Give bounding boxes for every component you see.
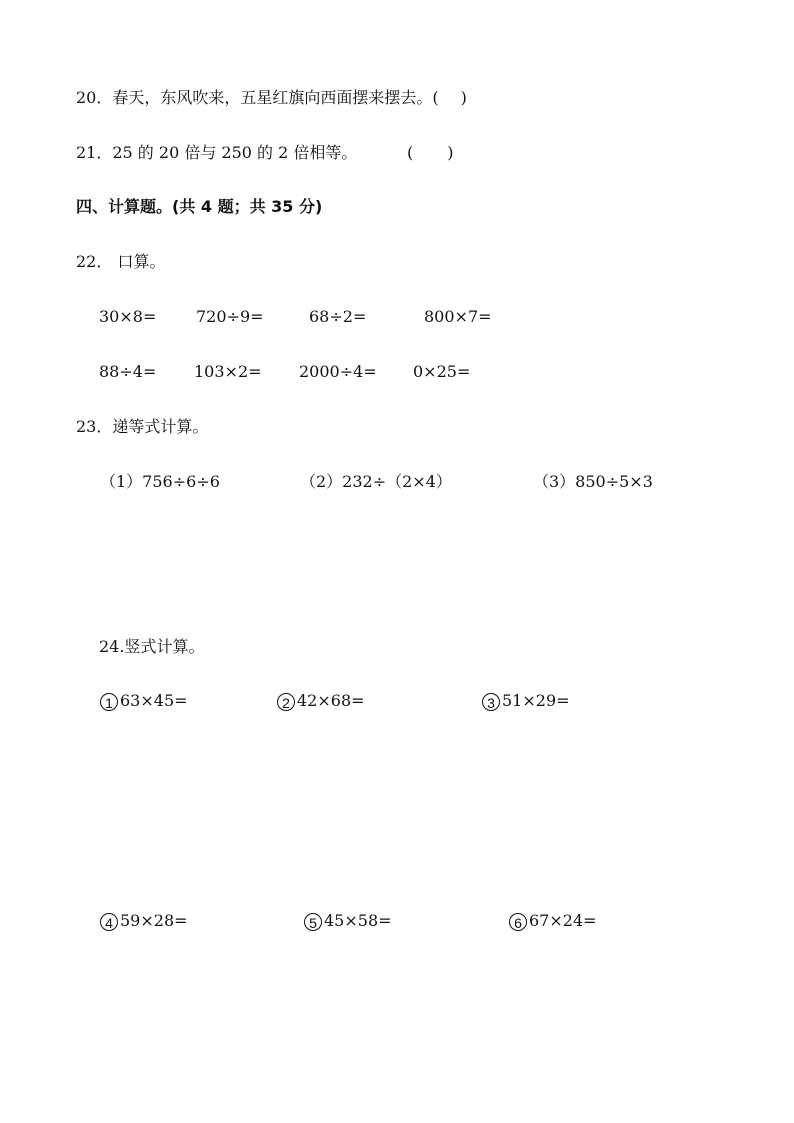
vertical-calc-3-expr: 51×29= xyxy=(502,691,570,710)
question-22-title: 22． 口算。 xyxy=(76,252,166,271)
section-4-heading: 四、计算题。(共 4 题；共 35 分) xyxy=(76,197,323,216)
vertical-calc-4-expr: 59×28= xyxy=(120,911,188,930)
vertical-calc-1 xyxy=(100,691,188,711)
question-20 xyxy=(76,88,467,108)
vertical-calc-6 xyxy=(509,911,597,931)
oral-calc-1-3: 68÷2= xyxy=(309,307,367,326)
oral-calc-2-1: 88÷4= xyxy=(99,362,157,381)
stepwise-calc-2: （2）232÷（2×4） xyxy=(300,472,452,491)
circled-number-6: 6 xyxy=(509,913,527,931)
question-20-blank: ) xyxy=(460,88,467,107)
oral-calc-1-2: 720÷9= xyxy=(196,307,264,326)
oral-calc-2-4: 0×25= xyxy=(413,362,471,381)
vertical-calc-6-expr: 67×24= xyxy=(529,911,597,930)
question-23-title: 23．递等式计算。 xyxy=(76,417,209,436)
vertical-calc-2 xyxy=(277,691,365,711)
vertical-calc-1-expr: 63×45= xyxy=(120,691,188,710)
stepwise-calc-3: （3）850÷5×3 xyxy=(533,472,653,491)
vertical-calc-2-expr: 42×68= xyxy=(297,691,365,710)
circled-number-5: 5 xyxy=(304,913,322,931)
oral-calc-2-3: 2000÷4= xyxy=(299,362,377,381)
question-21 xyxy=(76,143,357,163)
vertical-calc-3 xyxy=(482,691,570,711)
oral-calc-1-4: 800×7= xyxy=(424,307,492,326)
vertical-calc-5 xyxy=(304,911,392,931)
vertical-calc-4 xyxy=(100,911,188,931)
question-21-text: 21．25 的 20 倍与 250 的 2 倍相等。 xyxy=(76,143,358,162)
circled-number-1: 1 xyxy=(100,693,118,711)
question-24-title: 24.竖式计算。 xyxy=(99,637,205,656)
oral-calc-1-1: 30×8= xyxy=(99,307,157,326)
vertical-calc-5-expr: 45×58= xyxy=(324,911,392,930)
question-21-answer-blank xyxy=(407,143,454,163)
circled-number-2: 2 xyxy=(277,693,295,711)
stepwise-calc-1: （1）756÷6÷6 xyxy=(100,472,220,491)
question-20-text: 20．春天，东风吹来，五星红旗向西面摆来摆去。( xyxy=(76,88,439,107)
question-21-open-paren: ( xyxy=(407,143,414,162)
circled-number-4: 4 xyxy=(100,913,118,931)
circled-number-3: 3 xyxy=(482,693,500,711)
question-21-close-paren: ) xyxy=(447,143,454,162)
oral-calc-2-2: 103×2= xyxy=(194,362,262,381)
